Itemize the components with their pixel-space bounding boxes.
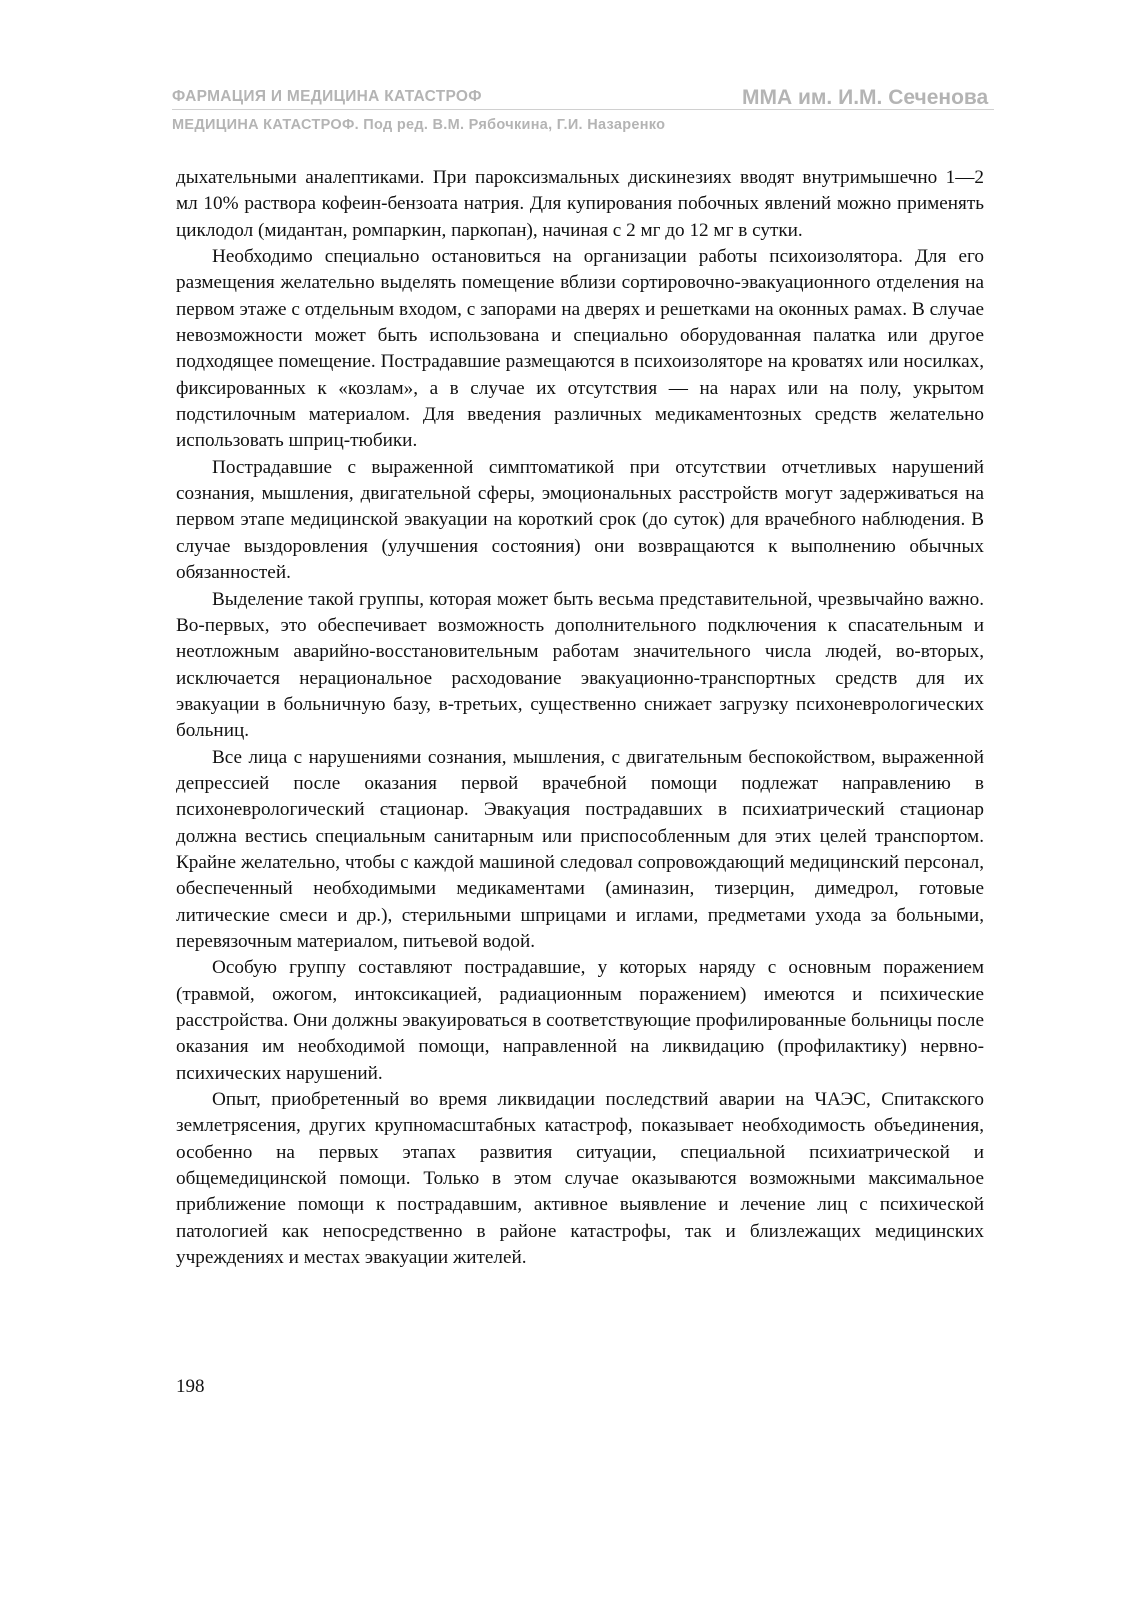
paragraph: Пострадавшие с выраженной симптоматикой при отсутствии отчетливых нарушений сознания, мышления, двигательной сферы, эмоциональных расстройств могут задерживаться на первом этапе медицинской эвакуации на короткий срок (до суток) для врачебного наблюдения. В случае выздоровления (улучшения состояния) они возвращаются к выполнению обычных обязанностей. [176,456,984,584]
paragraph: Необходимо специально остановиться на организации работы психоизолятора. Для его размещения желательно выделять помещение вблизи сортировочно-эвакуационного отделения на первом этаже с отдельным входом, с запорами на дверях и решетками на оконных рамах. В случае невозможности может быть использована и специально оборудованная палатка или другое подходящее помещение. Пострадавшие размещаются в психоизоляторе на кроватях или носилках, фиксированных к «козлам», а в случае их отсутствия — на нарах или на полу, укрытом подстилочным материалом. Для введения различных медикаментозных средств желательно использовать шприц-тюбики. [176,246,984,452]
paragraph: Особую группу составляют пострадавшие, у которых наряду с основным поражением (травмой, ожогом, интоксикацией, радиационным поражением) имеются и психические расстройства. Они должны эвакуироваться в соответствующие профилированные больницы после оказания им необходимой помощи, направленной на ликвидацию (профилактику) нервно-психических нарушений. [176,957,984,1084]
page-number: 198 [176,1376,205,1397]
paragraph: Опыт, приобретенный во время ликвидации последствий аварии на ЧАЭС, Спитакского землетрясения, других крупномасштабных катастроф, показывает необходимость объединения, особенно на первых этапах развития ситуации, специальной психиатрической и общемедицинской помощи. Только в этом случае оказываются возможными максимальное приближение помощи к пострадавшим, активное выявление и лечение лиц с психической патологией как непосредственно в районе катастрофы, так и близлежащих медицинских учреждениях и местах эвакуации жителей. [176,1089,984,1269]
paragraph: дыхательными аналептиками. При пароксизмальных дискинезиях вводят внутримышечно 1—2 мл 10% раствора кофеин-бензоата натрия. Для купирования побочных явлений можно применять циклодол (мидантан, ромпаркин, паркопан), начиная с 2 мг до 12 мг в сутки. [176,167,984,241]
running-header-journal: ФАРМАЦИЯ И МЕДИЦИНА КАТАСТРОФ [172,88,482,105]
paragraph: Выделение такой группы, которая может быть весьма представительной, чрезвычайно важно. Во-первых, это обеспечивает возможность дополнительного подключения к спасательным и неотложным аварийно-восстановительным работам значительного числа людей, во-вторых, исключается нерациональное расходование эвакуационно-транспортных средств для их эвакуации в больничную базу, в-третьих, существенно снижает загрузку психоневрологических больниц. [176,588,984,742]
page-body [176,165,984,1271]
running-header-book: МЕДИЦИНА КАТАСТРОФ. Под ред. В.М. Рябочкина, Г.И. Назаренко [172,117,666,133]
running-header-institution: ММА им. И.М. Сеченова [742,86,989,109]
header-divider [172,109,994,110]
paragraph: Все лица с нарушениями сознания, мышления, с двигательным беспокойством, выраженной депрессией после оказания первой врачебной помощи подлежат направлению в психоневрологический стационар. Эвакуация пострадавших в психиатрический стационар должна вестись специальным санитарным или приспособленным для этих целей транспортом. Крайне желательно, чтобы с каждой машиной следовал сопровождающий медицинский персонал, обеспеченный необходимыми медикаментами (аминазин, тизерцин, димедрол, готовые литические смеси и др.), стерильными шприцами и иглами, предметами ухода за больными, перевязочным материалом, питьевой водой. [176,746,984,952]
